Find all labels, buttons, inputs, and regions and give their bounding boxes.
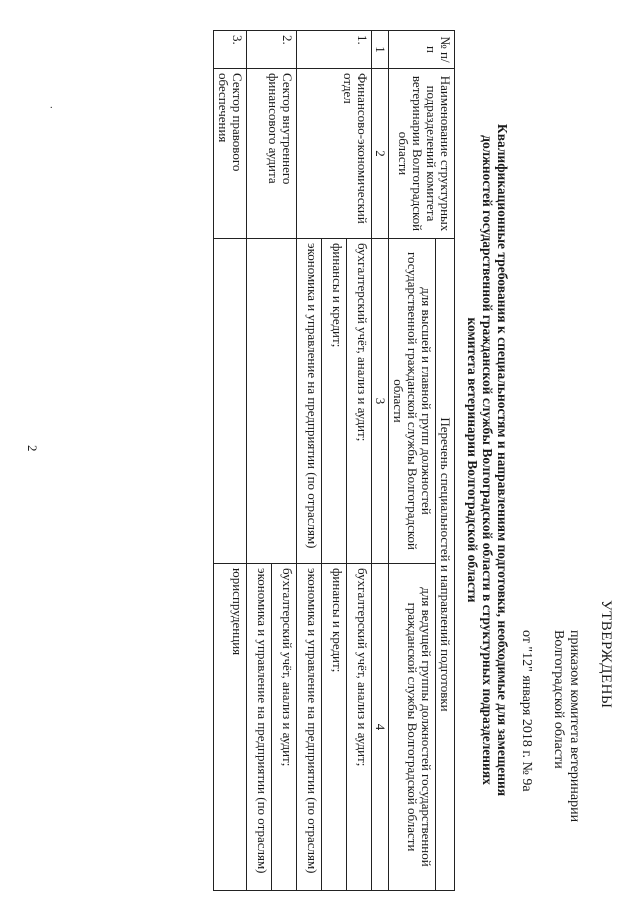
table-row: [214, 31, 247, 891]
approval-order: [550, 630, 582, 890]
row-col3: [297, 239, 372, 564]
table-row: [247, 31, 297, 891]
specialty-item: финансы и кредит;: [321, 564, 346, 890]
heading-line3: комитета ветеринарии Волгоградской области: [465, 317, 480, 603]
document-heading: [465, 30, 510, 890]
header-num: № п/п: [389, 31, 455, 69]
header-list: Перечень специальностей и направлений подготовки: [436, 239, 455, 891]
approval-block: [518, 590, 620, 890]
row-col3: [214, 239, 247, 564]
row-col4: [247, 564, 297, 891]
row-unit: Сектор правового обеспечения: [214, 69, 247, 239]
specialty-item: финансы и кредит;: [321, 239, 346, 563]
row-num: 1.: [297, 31, 372, 69]
col-number: 3: [372, 239, 389, 564]
col-number: 1: [372, 31, 389, 69]
header-row-top: [436, 31, 455, 891]
requirements-table: [213, 30, 455, 891]
approval-order-line2: Волгоградской области: [551, 630, 566, 769]
table-row: [297, 31, 372, 891]
approval-title: УТВЕРЖДЕНЫ: [598, 600, 614, 709]
specialty-item: экономика и управление на предприятии (по отраслям): [305, 568, 320, 874]
specialty-item: экономика и управление на предприятии (по отраслям): [305, 243, 320, 549]
page-number: 2: [25, 445, 40, 452]
stray-mark: .: [50, 100, 53, 111]
heading-line2: должностей государственной гражданской службы Волгоградской области в структурных подразделениях: [480, 135, 495, 785]
row-num: 2.: [247, 31, 297, 69]
rotated-page-content: [60, 30, 620, 890]
row-col4: [214, 564, 247, 891]
approval-order-line1: приказом комитета ветеринарии: [567, 630, 582, 823]
row-unit: Сектор внутреннего финансового аудита: [247, 69, 297, 239]
column-number-row: [372, 31, 389, 891]
header-unit: Наименование структурных подразделений комитета ветеринарии Волгоградской области: [389, 69, 455, 239]
heading-line1: Квалификационные требования к специальностям и направлениям подготовки, необходимые для замещения: [495, 123, 510, 797]
row-num: 3.: [214, 31, 247, 69]
row-col3: [247, 239, 297, 564]
row-unit: Финансово-экономический отдел: [297, 69, 372, 239]
col-number: 4: [372, 564, 389, 891]
header-col4: для ведущей группы должностей государственной гражданской службы Волгоградской области: [389, 564, 436, 891]
col-number: 2: [372, 69, 389, 239]
header-col3: для высшей и главной групп должностей государственной гражданской службы Волгоградской области: [389, 239, 436, 564]
specialty-item: бухгалтерский учёт, анализ и аудит;: [346, 239, 371, 563]
specialty-item: бухгалтерский учёт, анализ и аудит;: [346, 564, 371, 890]
row-col4: [297, 564, 372, 891]
specialty-item: бухгалтерский учёт, анализ и аудит;: [271, 564, 296, 890]
specialty-item: юриспруденция: [230, 568, 245, 656]
requirements-table-wrap: [213, 30, 455, 890]
specialty-item: экономика и управление на предприятии (по отраслям): [255, 568, 270, 874]
approval-date: от "12" января 2018 г. № 9а: [519, 630, 534, 792]
